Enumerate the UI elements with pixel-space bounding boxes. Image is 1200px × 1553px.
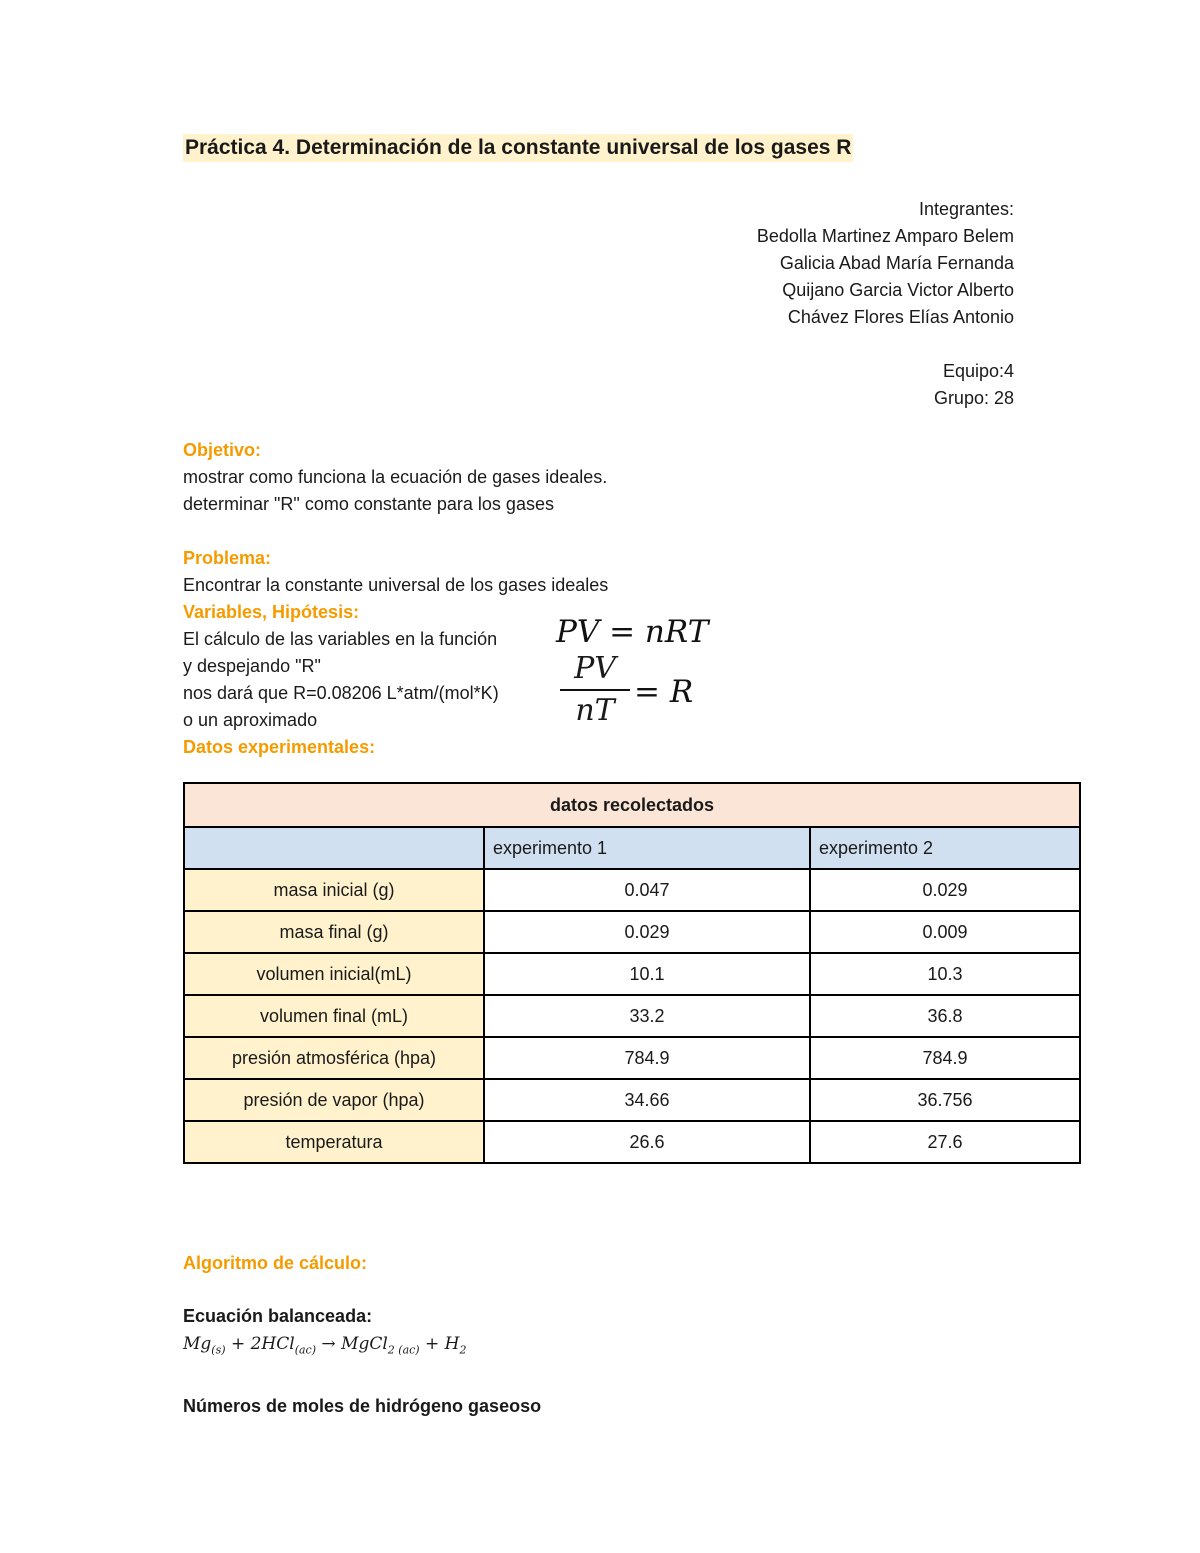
eq-plus: +	[230, 1334, 246, 1354]
cell-value: 0.047	[484, 869, 810, 911]
row-label: presión de vapor (hpa)	[184, 1079, 484, 1121]
eq-hcl: 2HCl	[250, 1334, 295, 1354]
balanced-equation	[183, 1334, 466, 1356]
table-row	[184, 953, 1080, 995]
eq-arrow: →	[321, 1334, 336, 1354]
cell-value: 0.029	[810, 869, 1080, 911]
column-header: experimento 2	[810, 827, 1080, 869]
variables-line: o un aproximado	[183, 710, 318, 730]
datos-heading: Datos experimentales:	[183, 737, 376, 757]
row-label: volumen inicial(mL)	[184, 953, 484, 995]
problema-text: Encontrar la constante universal de los gases ideales	[183, 575, 609, 595]
problema-section	[183, 545, 608, 761]
cell-value: 784.9	[484, 1037, 810, 1079]
objetivo-line: mostrar como funciona la ecuación de gases ideales.	[183, 467, 608, 487]
eq-mg-state: (s)	[211, 1343, 226, 1357]
objetivo-section	[183, 437, 607, 518]
equation-heading: Ecuación balanceada:	[183, 1306, 373, 1326]
table-row	[184, 1079, 1080, 1121]
table-corner	[184, 827, 484, 869]
cell-value: 33.2	[484, 995, 810, 1037]
row-label: presión atmosférica (hpa)	[184, 1037, 484, 1079]
moles-heading: Números de moles de hidrógeno gaseoso	[183, 1396, 542, 1416]
row-label: masa inicial (g)	[184, 869, 484, 911]
r-fraction	[560, 652, 630, 728]
fraction-denominator: nT	[575, 693, 615, 728]
eq-hcl-state: (ac)	[294, 1343, 316, 1357]
fraction-numerator: PV	[574, 651, 616, 686]
variables-line: nos dará que R=0.08206 L*atm/(mol*K)	[183, 683, 499, 703]
row-label: temperatura	[184, 1121, 484, 1163]
cell-value: 27.6	[810, 1121, 1080, 1163]
variables-heading: Variables, Hipótesis:	[183, 602, 360, 622]
data-table	[183, 782, 1081, 1164]
eq-h: H	[444, 1334, 460, 1354]
objetivo-heading: Objetivo:	[183, 440, 262, 460]
cell-value: 10.3	[810, 953, 1080, 995]
team-member: Bedolla Martinez Amparo Belem	[756, 226, 1014, 246]
cell-value: 36.8	[810, 995, 1080, 1037]
variables-line: y despejando "R"	[183, 656, 321, 676]
eq-mgcl-state: 2 (ac)	[387, 1343, 420, 1357]
team-label: Integrantes:	[918, 199, 1014, 219]
cell-value: 0.009	[810, 911, 1080, 953]
fraction-rhs: = R	[634, 674, 694, 710]
variables-line: El cálculo de las variables en la función	[183, 629, 498, 649]
group-number: Grupo: 28	[933, 388, 1014, 408]
eq-mgcl: MgCl	[341, 1334, 388, 1354]
team-member: Chávez Flores Elías Antonio	[787, 307, 1014, 327]
objetivo-line: determinar "R" como constante para los gases	[183, 494, 554, 514]
table-row	[184, 995, 1080, 1037]
ideal-gas-formula: PV = nRT	[556, 614, 709, 650]
eq-h-sub: 2	[459, 1343, 467, 1357]
cell-value: 34.66	[484, 1079, 810, 1121]
cell-value: 10.1	[484, 953, 810, 995]
row-label: volumen final (mL)	[184, 995, 484, 1037]
cell-value: 26.6	[484, 1121, 810, 1163]
cell-value: 36.756	[810, 1079, 1080, 1121]
team-number: Equipo:4	[942, 361, 1014, 381]
table-row	[184, 911, 1080, 953]
team-member: Quijano Garcia Victor Alberto	[782, 280, 1014, 300]
cell-value: 784.9	[810, 1037, 1080, 1079]
eq-mg: Mg	[183, 1334, 212, 1354]
table-row	[184, 1037, 1080, 1079]
column-header: experimento 1	[484, 827, 810, 869]
cell-value: 0.029	[484, 911, 810, 953]
eq-plus: +	[425, 1334, 440, 1354]
algoritmo-heading: Algoritmo de cálculo:	[183, 1253, 368, 1273]
team-info	[757, 196, 1014, 412]
table-row	[184, 1121, 1080, 1163]
table-row	[184, 869, 1080, 911]
row-label: masa final (g)	[184, 911, 484, 953]
table-title: datos recolectados	[184, 783, 1080, 827]
problema-heading: Problema:	[183, 548, 272, 568]
page-title: Práctica 4. Determinación de la constante universal de los gases R	[183, 134, 853, 162]
team-member: Galicia Abad María Fernanda	[779, 253, 1014, 273]
